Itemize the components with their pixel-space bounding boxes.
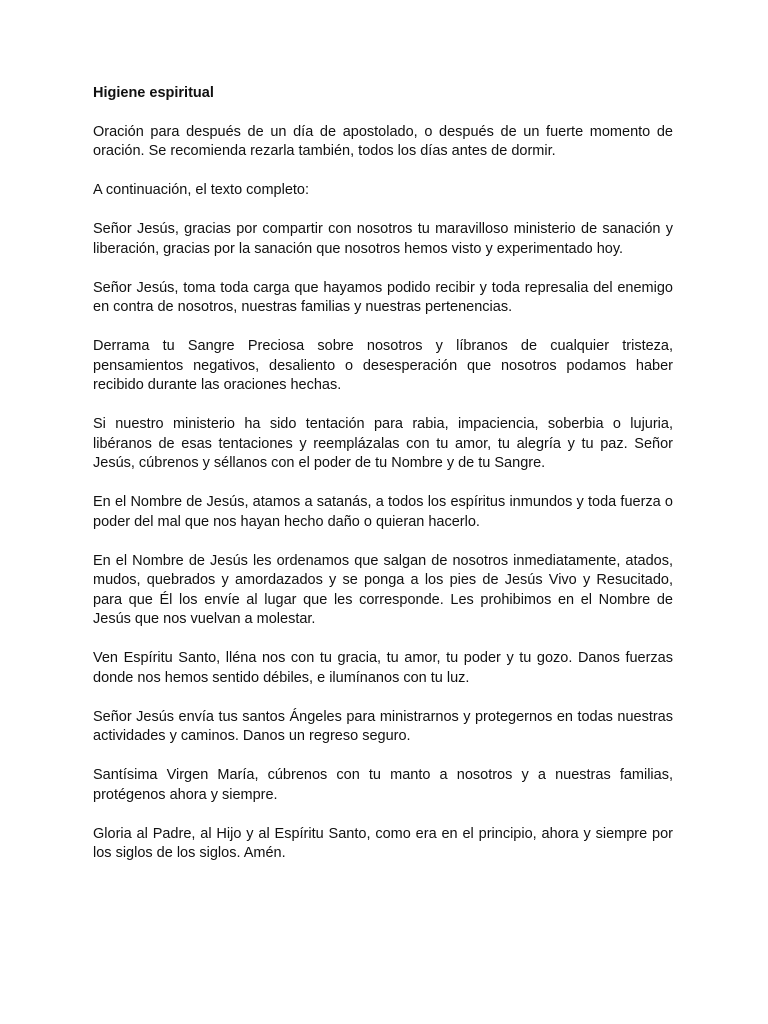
- prayer-paragraph-8: Señor Jesús envía tus santos Ángeles para ministrarnos y protegernos en todas nuestras actividades y caminos. Danos un regreso seguro.: [93, 708, 673, 744]
- prayer-paragraph-4: Si nuestro ministerio ha sido tentación para rabia, impaciencia, soberbia o lujuria, libéranos de esas tentaciones y reemplázalas con tu amor, tu alegría y tu paz. Señor Jesús, cúbrenos y séllanos con el poder de tu Nombre y de tu Sangre.: [93, 416, 673, 471]
- intro-paragraph: Oración para después de un día de apostolado, o después de un fuerte momento de oración. Se recomienda rezarla también, todos los días antes de dormir.: [93, 123, 673, 159]
- prayer-paragraph-1: Señor Jesús, gracias por compartir con nosotros tu maravilloso ministerio de sanación y liberación, gracias por la sanación que nosotros hemos visto y experimentado hoy.: [93, 221, 673, 257]
- prayer-paragraph-7: Ven Espíritu Santo, lléna nos con tu gracia, tu amor, tu poder y tu gozo. Danos fuerzas donde nos hemos sentido débiles, e ilumínanos con tu luz.: [93, 650, 673, 686]
- lead-paragraph: A continuación, el texto completo:: [93, 182, 310, 198]
- prayer-paragraph-2: Señor Jesús, toma toda carga que hayamos podido recibir y toda represalia del enemigo en contra de nosotros, nuestras familias y nuestras pertenencias.: [93, 279, 673, 315]
- prayer-paragraph-10: Gloria al Padre, al Hijo y al Espíritu Santo, como era en el principio, ahora y siempre por los siglos de los siglos. Amén.: [93, 825, 673, 861]
- prayer-paragraph-6: En el Nombre de Jesús les ordenamos que salgan de nosotros inmediatamente, atados, mudos, quebrados y amordazados y se ponga a los pies de Jesús Vivo y Resucitado, para que Él los envíe al lugar que les corresponde. Les prohibimos en el Nombre de Jesús que nos vuelvan a molestar.: [93, 552, 673, 627]
- prayer-paragraph-9: Santísima Virgen María, cúbrenos con tu manto a nosotros y a nuestras familias, protégenos ahora y siempre.: [93, 767, 673, 803]
- document-page: [93, 84, 673, 883]
- prayer-paragraph-3: Derrama tu Sangre Preciosa sobre nosotros y líbranos de cualquier tristeza, pensamientos negativos, desaliento o desesperación que nosotros podamos haber recibido durante las oraciones hechas.: [93, 338, 673, 393]
- prayer-paragraph-5: En el Nombre de Jesús, atamos a satanás, a todos los espíritus inmundos y toda fuerza o poder del mal que nos hayan hecho daño o quieran hacerlo.: [93, 494, 673, 530]
- document-title: Higiene espiritual: [93, 85, 214, 101]
